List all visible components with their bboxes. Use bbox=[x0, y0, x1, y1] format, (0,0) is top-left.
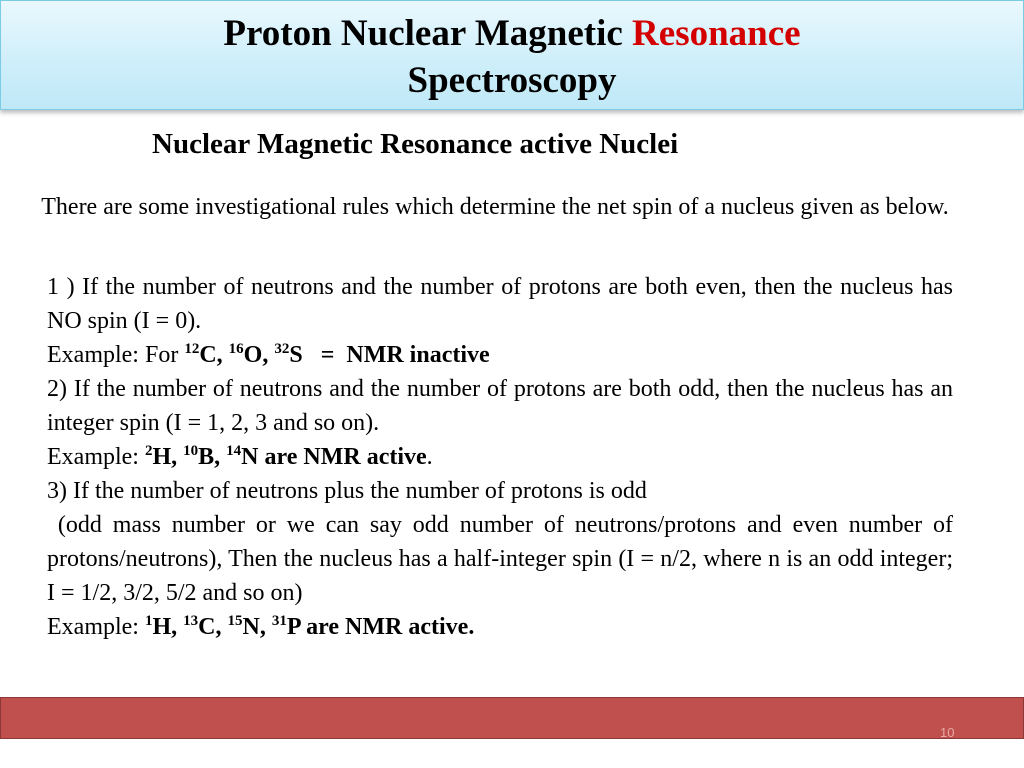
mass-number: 15 bbox=[227, 613, 243, 629]
example-result: = NMR inactive bbox=[302, 342, 490, 368]
rule-2-text: 2) If the number of neutrons and the number of protons are both odd, then the nucleus has an integer spin (I = 1, 2, 3 and so on). bbox=[47, 376, 953, 436]
element-symbol: N bbox=[241, 444, 259, 470]
element-symbol: H, bbox=[152, 614, 184, 640]
mass-number: 10 bbox=[183, 443, 199, 459]
page-title: Proton Nuclear Magnetic Resonance bbox=[223, 13, 801, 54]
rule-1-text: 1 ) If the number of neutrons and the number of protons are both even, then the nucleus has NO spin (I = 0). bbox=[47, 274, 953, 334]
element-symbol: C, bbox=[199, 342, 229, 368]
element-symbol: C, bbox=[198, 614, 228, 640]
element-symbol: S bbox=[289, 342, 303, 368]
mass-number: 12 bbox=[184, 341, 200, 357]
rule-3-example: Example: $^1$H, $^{13}$C, $^{15}$N, $^{31}$P are NMR active. bbox=[47, 613, 475, 640]
mass-number: 13 bbox=[183, 613, 199, 629]
section-heading: Nuclear Magnetic Resonance active Nuclei bbox=[152, 128, 679, 160]
title-banner bbox=[0, 0, 1024, 110]
mass-number: 14 bbox=[226, 443, 242, 459]
isotope-list bbox=[184, 342, 489, 368]
mass-number: 16 bbox=[228, 341, 244, 357]
example-result: are NMR active bbox=[258, 444, 427, 470]
intro-paragraph: There are some investigational rules which determine the net spin of a nucleus given as below. bbox=[41, 194, 949, 220]
element-symbol: O, bbox=[243, 342, 275, 368]
rule-1-example: Example: For $^{12}$C, $^{16}$O, $^{32}$S = NMR inactive bbox=[47, 341, 490, 368]
mass-number: 2 bbox=[144, 443, 153, 459]
rules-body bbox=[47, 270, 960, 644]
element-symbol: H, bbox=[152, 444, 184, 470]
mass-number: 32 bbox=[274, 341, 290, 357]
title-accent-word: Resonance bbox=[632, 13, 801, 54]
footer-bar bbox=[0, 697, 1024, 739]
rule-3-text: (odd mass number or we can say odd number of neutrons/protons and even number of protons/neutrons), Then the nucleus has a half-integer spin (I = n/2, where n is an odd integer; I = 1/2, 3/2, 5/2 and so on) bbox=[47, 512, 960, 606]
example-result: are NMR active. bbox=[300, 614, 475, 640]
mass-number: 31 bbox=[271, 613, 287, 629]
rule-3-heading: 3) If the number of neutrons plus the number of protons is odd bbox=[47, 478, 647, 504]
page-title-line2: Spectroscopy bbox=[407, 60, 617, 101]
page-number: 10 bbox=[940, 725, 955, 740]
isotope-list bbox=[145, 614, 474, 640]
element-symbol: B, bbox=[198, 444, 227, 470]
element-symbol: N, bbox=[242, 614, 272, 640]
element-symbol: P bbox=[286, 614, 301, 640]
mass-number: 1 bbox=[144, 613, 153, 629]
isotope-list bbox=[145, 444, 427, 470]
rule-2-example: Example: $^2$H, $^{10}$B, $^{14}$N are NMR active. bbox=[47, 443, 433, 470]
